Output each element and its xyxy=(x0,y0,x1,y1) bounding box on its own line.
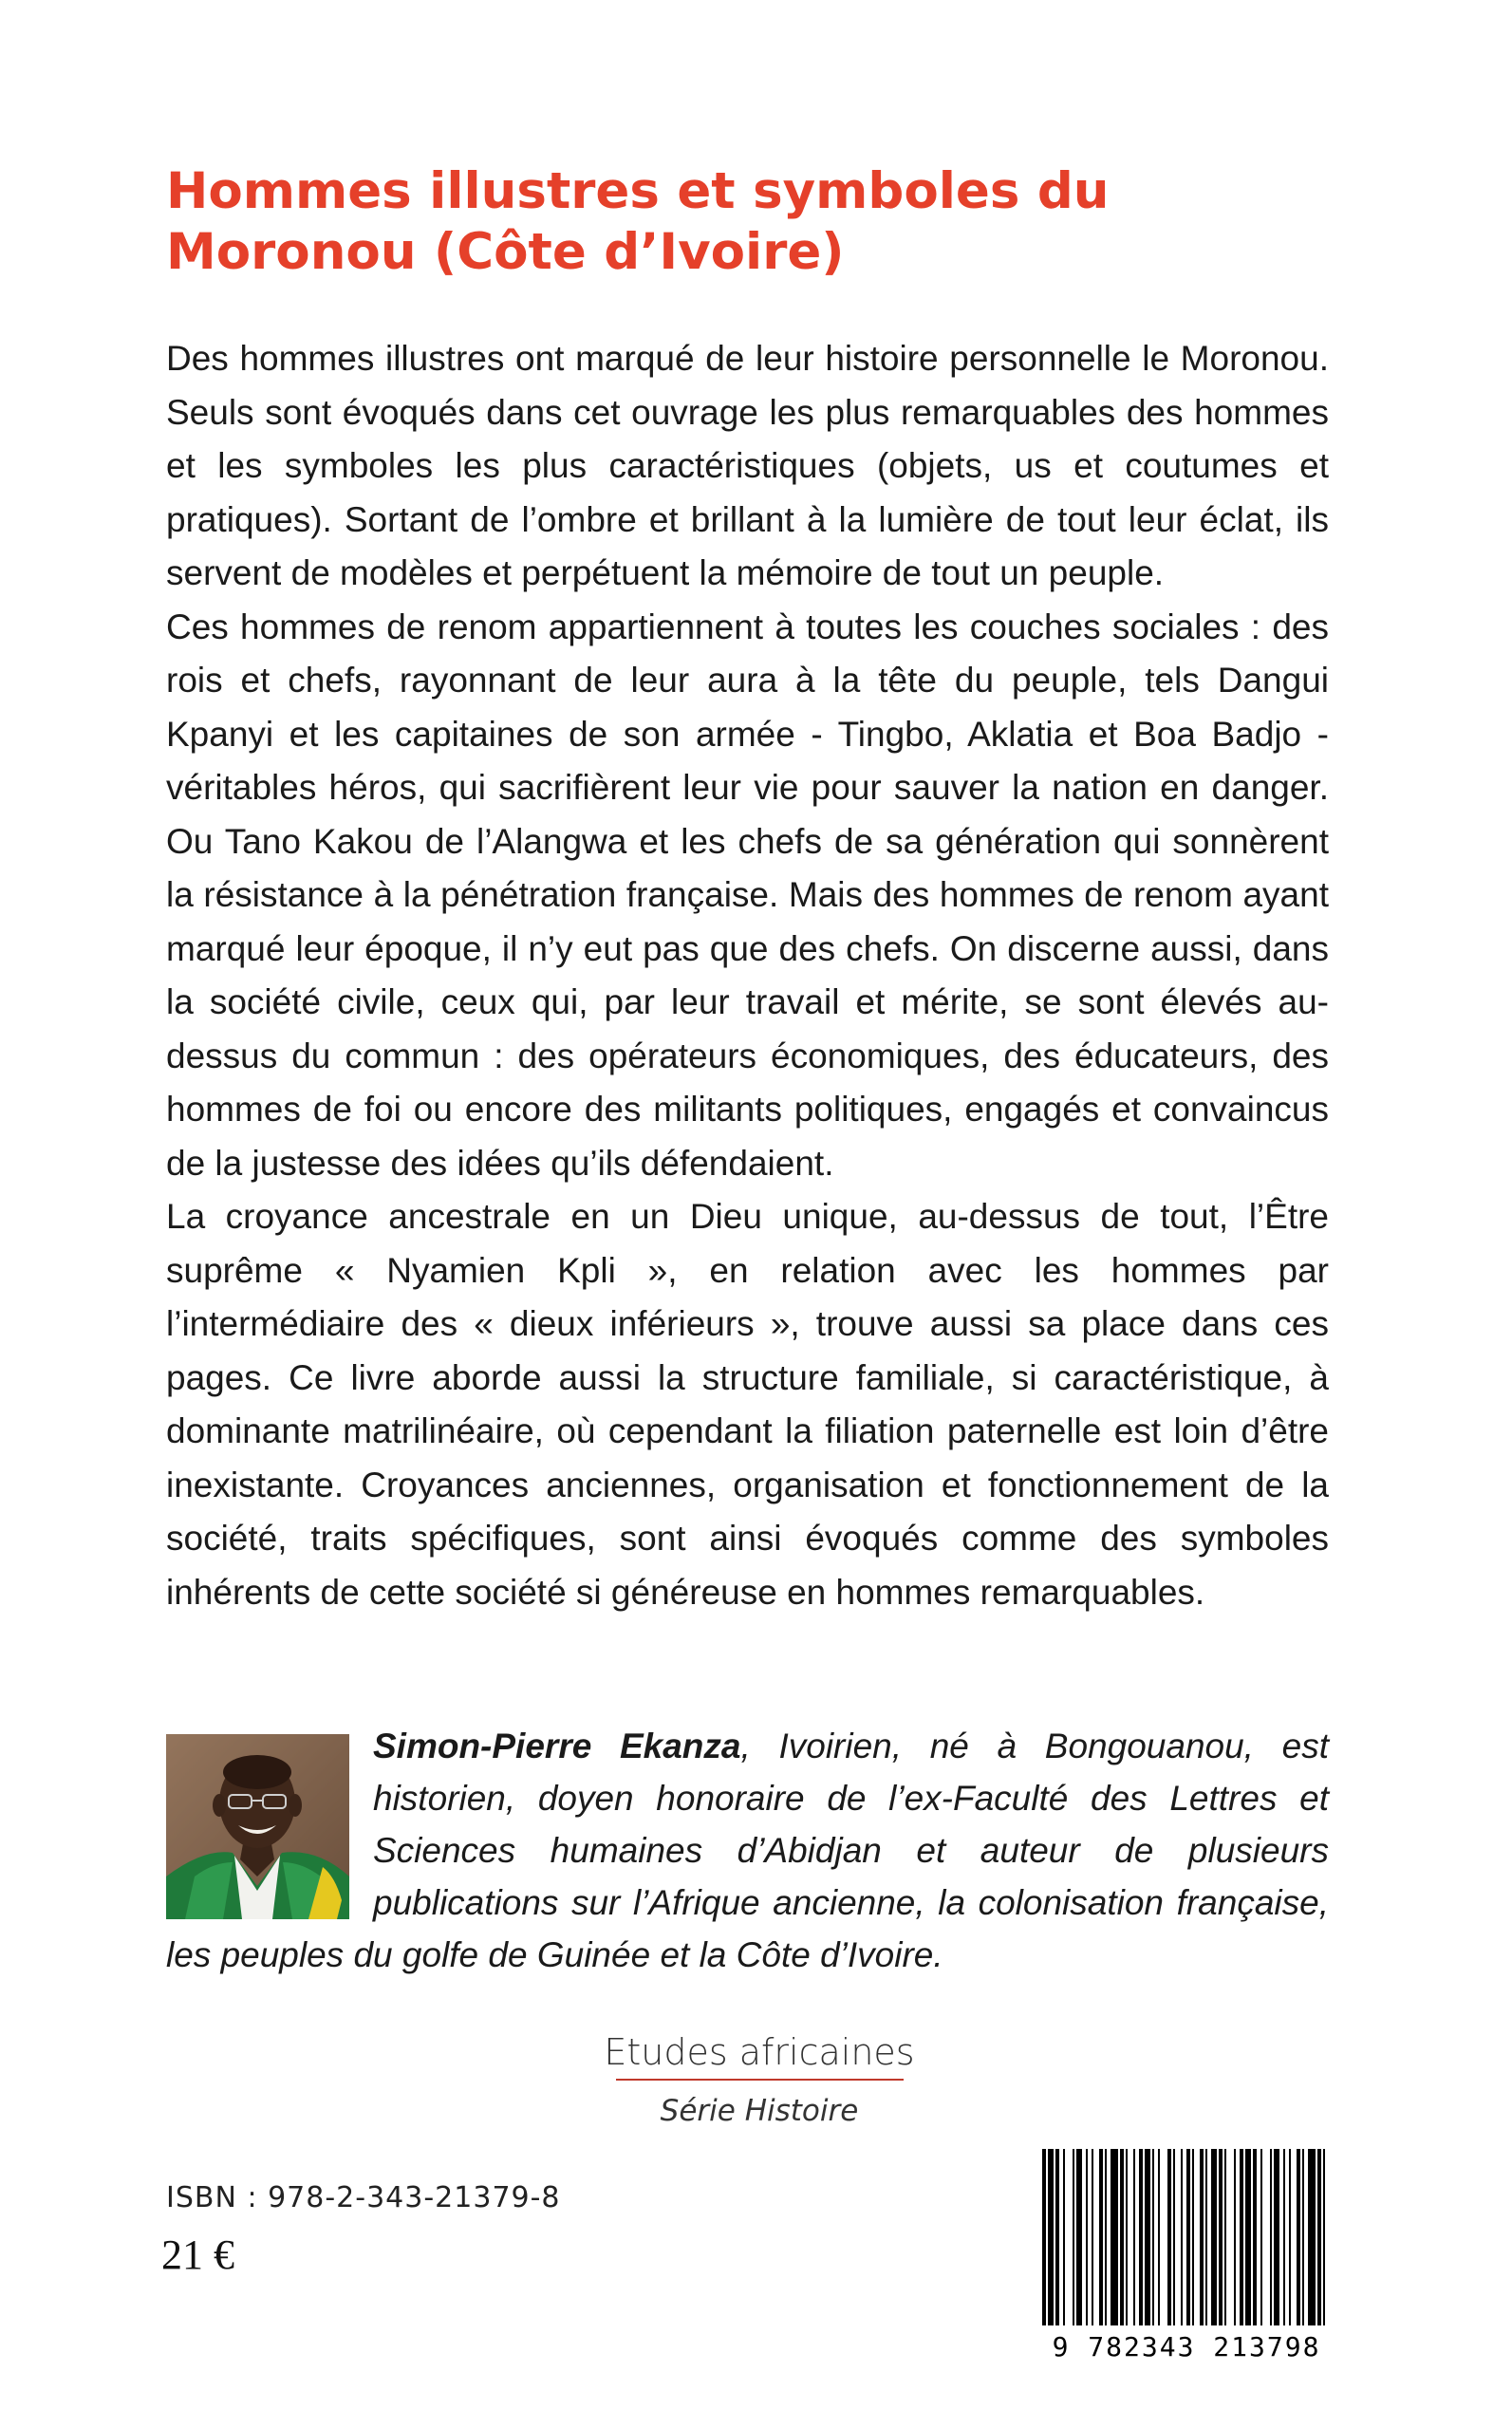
barcode-bar xyxy=(1120,2149,1124,2325)
barcode-bar xyxy=(1048,2149,1054,2325)
barcode-bar xyxy=(1211,2149,1217,2325)
barcode-digits: 9 782343 213798 xyxy=(1052,2331,1321,2362)
barcode-bar xyxy=(1152,2149,1154,2325)
barcode-bar xyxy=(1126,2149,1128,2325)
book-title: Hommes illustres et symboles du Moronou (Côte d’Ivoire) xyxy=(166,162,1110,281)
barcode-bar xyxy=(1111,2149,1118,2325)
collection-label xyxy=(569,2031,949,2128)
barcode-bar xyxy=(1076,2149,1082,2325)
barcode-bar xyxy=(1139,2149,1143,2325)
barcode-bar xyxy=(1181,2149,1183,2325)
barcode-bar xyxy=(1105,2149,1107,2325)
barcode-bar xyxy=(1297,2149,1300,2325)
barcode-bar xyxy=(1200,2149,1204,2325)
description-paragraph: Des hommes illustres ont marqué de leur histoire personnelle le Moronou. Seuls sont évoqués dans cet ouvrage les plus remarquables des hommes et les symboles les plus caractéristiques (objets, us et coutumes et pratiques). Sortant de l’ombre et brillant à la lumière de tout leur éclat, ils servent de modèles et perpétuent la mémoire de tout un peuple. xyxy=(166,339,1329,592)
barcode-bar xyxy=(1205,2149,1207,2325)
barcode-bar xyxy=(1274,2149,1279,2325)
collection-name: Etudes africaines xyxy=(604,2031,915,2073)
description-paragraph: La croyance ancestrale en un Dieu unique, au-dessus de tout, l’Être suprême « Nyamien Kpli », en relation avec les hommes par l’intermédiaire des « dieux inférieurs », trouve aussi sa place dans ces pages. Ce livre aborde aussi la structure familiale, si caractéristique, à dominante matrilinéaire, où cependant la filiation paternelle est loin d’être inexistante. Croyances anciennes, organisation et fonctionnement de la société, traits spécifiques, sont ainsi évoqués comme des symboles inhérents de cette société si généreuse en hommes remarquables. xyxy=(166,1197,1329,1612)
barcode-bar xyxy=(1283,2149,1285,2325)
barcode-bar xyxy=(1099,2149,1103,2325)
barcode-bar xyxy=(1260,2149,1262,2325)
barcode-bar xyxy=(1317,2149,1321,2325)
photo-spacer xyxy=(166,1720,373,1924)
barcode-bar xyxy=(1245,2149,1251,2325)
barcode-bar xyxy=(1289,2149,1291,2325)
book-description xyxy=(166,332,1329,1619)
barcode-bar xyxy=(1234,2149,1236,2325)
barcode-bar xyxy=(1224,2149,1226,2325)
description-paragraph: Ces hommes de renom appartiennent à toutes les couches sociales : des rois et chefs, rayonnant de leur aura à la tête du peuple, tels Dangui Kpanyi et les capitaines de son armée - Tingbo, Aklatia et Boa Badjo - véritables héros, qui sacrifièrent leur vie pour sauver la nation en danger. Ou Tano Kakou de l’Alangwa et les chefs de sa génération qui sonnèrent la résistance à la pénétration française. Mais des hommes de renom ayant marqué leur époque, il n’y eut pas que des chefs. On discerne aussi, dans la société civile, ceux qui, par leur travail et mérite, se sont élevés au-dessus du commun : des opérateurs économiques, des éducateurs, des hommes de foi ou encore des militants politiques, engagés et convaincus de la justesse des idées qu’ils défendaient. xyxy=(166,607,1329,1183)
barcode-bar xyxy=(1063,2149,1065,2325)
barcode-bar xyxy=(1145,2149,1150,2325)
barcode-bar xyxy=(1042,2149,1046,2325)
barcode-bar xyxy=(1253,2149,1257,2325)
barcode-bar xyxy=(1302,2149,1304,2325)
collection-divider xyxy=(616,2079,904,2081)
barcode-bar xyxy=(1240,2149,1243,2325)
barcode xyxy=(1035,2145,1338,2363)
barcode-bar xyxy=(1092,2149,1093,2325)
barcode-bar xyxy=(1073,2149,1074,2325)
barcode-bars xyxy=(1035,2145,1338,2363)
collection-series: Série Histoire xyxy=(660,2094,859,2128)
author-name: Simon-Pierre Ekanza xyxy=(373,1727,741,1765)
barcode-bar xyxy=(1323,2149,1325,2325)
barcode-bar xyxy=(1219,2149,1223,2325)
barcode-bar xyxy=(1308,2149,1316,2325)
barcode-bar xyxy=(1133,2149,1135,2325)
barcode-bar xyxy=(1158,2149,1160,2325)
barcode-bar xyxy=(1086,2149,1088,2325)
author-bio-text: , Ivoirien, né à Bongouanou, est historien, doyen honoraire de l’ex-Faculté des Lettres et Sciences humaines d’Abidjan et auteur de plusieurs publications sur l’Afrique ancienne, la colonisation française, les peuples du golfe de Guinée et la Côte d’Ivoire. xyxy=(166,1727,1329,1974)
price: 21 € xyxy=(161,2232,234,2278)
barcode-bar xyxy=(1055,2149,1059,2325)
barcode-bar xyxy=(1186,2149,1190,2325)
barcode-bar xyxy=(1167,2149,1171,2325)
author-bio xyxy=(166,1720,1329,1981)
barcode-bar xyxy=(1192,2149,1194,2325)
isbn-number: ISBN : 978-2-343-21379-8 xyxy=(166,2181,561,2214)
barcode-bar xyxy=(1270,2149,1272,2325)
barcode-bar xyxy=(1173,2149,1175,2325)
